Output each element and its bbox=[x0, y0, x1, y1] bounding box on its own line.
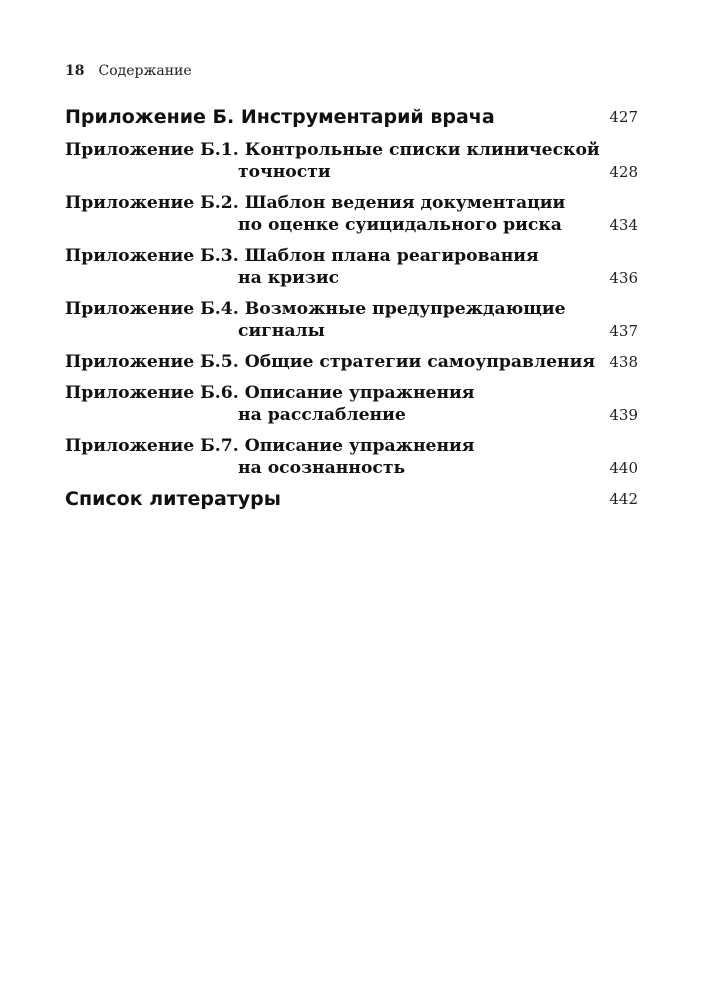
toc-entry-title-continuation: на расслабление bbox=[238, 405, 406, 425]
toc-entry-page: 427 bbox=[609, 108, 638, 126]
toc-entry-appendix-b bbox=[65, 106, 638, 128]
table-of-contents bbox=[65, 106, 638, 521]
toc-entry-appendix-b3 bbox=[65, 245, 638, 289]
toc-entry-title-continuation: по оценке суицидального риска bbox=[238, 215, 562, 235]
running-head bbox=[65, 63, 192, 79]
toc-entry-title: Описание упражнения bbox=[244, 383, 475, 403]
toc-entry-title: Общие стратегии самоуправления bbox=[244, 352, 596, 372]
toc-entry-label: Приложение Б.1. bbox=[65, 140, 239, 160]
toc-entry-title: Приложение Б. Инструментарий врача bbox=[65, 106, 495, 128]
toc-entry-page: 437 bbox=[609, 322, 638, 340]
toc-entry-label: Приложение Б.3. bbox=[65, 246, 239, 266]
toc-entry-page: 434 bbox=[609, 216, 638, 234]
toc-entry-page: 442 bbox=[609, 490, 638, 508]
page-number: 18 bbox=[65, 63, 85, 79]
toc-entry-title-continuation: на кризис bbox=[238, 268, 340, 288]
toc-entry-appendix-b4 bbox=[65, 298, 638, 342]
toc-entry-title-continuation: точности bbox=[238, 162, 331, 182]
toc-entry-page: 439 bbox=[609, 406, 638, 424]
toc-entry-label: Приложение Б.7. bbox=[65, 436, 239, 456]
toc-entry-references bbox=[65, 488, 638, 510]
toc-entry-label: Приложение Б.6. bbox=[65, 383, 239, 403]
toc-entry-appendix-b7 bbox=[65, 435, 638, 479]
toc-entry-appendix-b6 bbox=[65, 382, 638, 426]
toc-entry-title: Список литературы bbox=[65, 488, 281, 510]
running-head-section: Содержание bbox=[98, 63, 192, 79]
toc-entry-title: Шаблон ведения документации bbox=[244, 193, 566, 213]
toc-entry-label: Приложение Б.5. bbox=[65, 352, 239, 372]
toc-entry-page: 436 bbox=[609, 269, 638, 287]
toc-entry-title: Возможные предупреждающие bbox=[244, 299, 566, 319]
toc-entry-appendix-b1 bbox=[65, 139, 638, 183]
toc-entry-appendix-b2 bbox=[65, 192, 638, 236]
toc-entry-title: Контрольные списки клинической bbox=[244, 140, 600, 160]
toc-entry-appendix-b5 bbox=[65, 351, 638, 373]
toc-entry-title-continuation: сигналы bbox=[238, 321, 325, 341]
toc-entry-page: 428 bbox=[609, 163, 638, 181]
toc-entry-label: Приложение Б.4. bbox=[65, 299, 239, 319]
toc-entry-page: 440 bbox=[609, 459, 638, 477]
toc-entry-title-continuation: на осознанность bbox=[238, 458, 406, 478]
toc-entry-page: 438 bbox=[609, 353, 638, 371]
toc-entry-title: Описание упражнения bbox=[244, 436, 475, 456]
toc-entry-title: Шаблон плана реагирования bbox=[244, 246, 539, 266]
toc-entry-label: Приложение Б.2. bbox=[65, 193, 239, 213]
